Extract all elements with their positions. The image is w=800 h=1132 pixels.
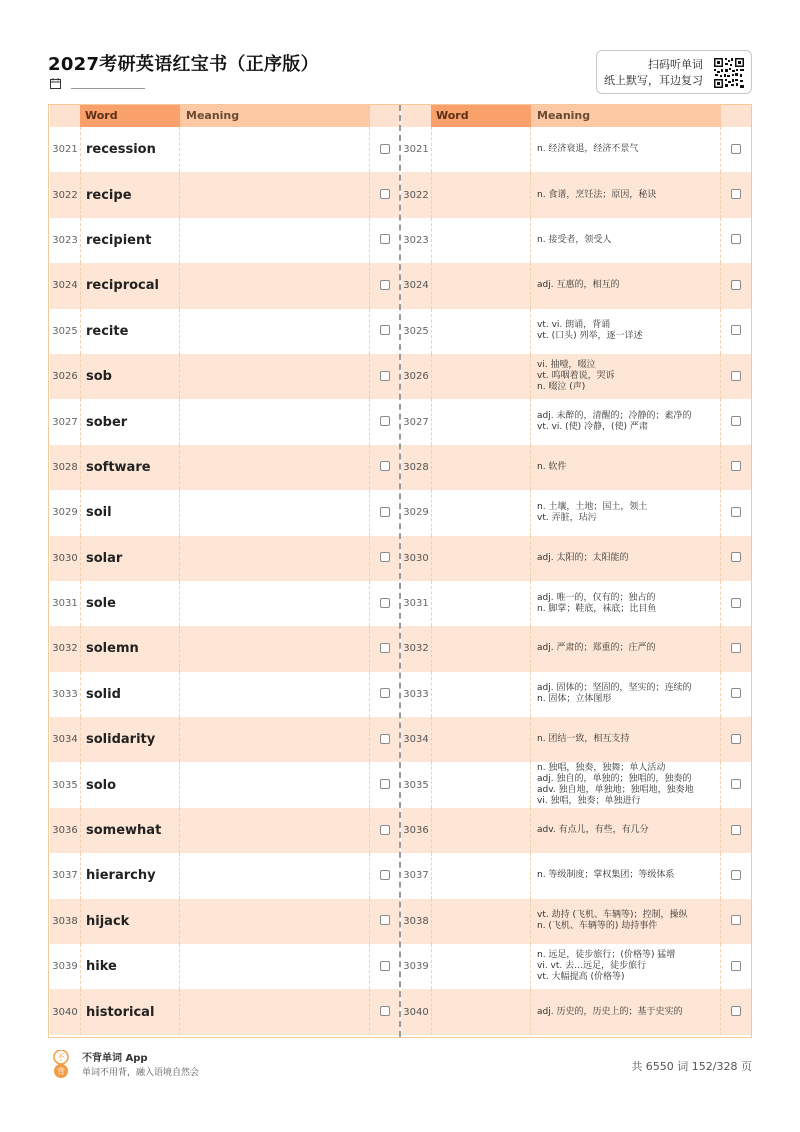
table-row xyxy=(50,309,400,354)
entry-number: 3025 xyxy=(52,325,78,337)
table-row xyxy=(50,899,400,944)
table-row xyxy=(401,626,751,671)
checkbox-icon[interactable] xyxy=(731,598,741,608)
meaning-line: vt. 大幅提高 (价格等) xyxy=(537,972,625,983)
page-header xyxy=(48,46,752,96)
meaning-blank-cell[interactable] xyxy=(180,899,370,944)
table-row xyxy=(401,309,751,354)
checkbox-icon[interactable] xyxy=(380,643,390,653)
meaning-blank-cell[interactable] xyxy=(180,490,370,535)
word-cell: recite xyxy=(80,309,180,354)
meaning-blank-cell[interactable] xyxy=(180,717,370,762)
meaning-line: adj. 历史的，历史上的；基于史实的 xyxy=(537,1006,683,1017)
meaning-blank-cell[interactable] xyxy=(180,445,370,490)
checkbox-icon[interactable] xyxy=(380,870,390,880)
checkbox-icon[interactable] xyxy=(731,371,741,381)
meaning-blank-cell[interactable] xyxy=(180,399,370,444)
meaning-blank-cell[interactable] xyxy=(180,536,370,581)
meaning-cell xyxy=(531,399,721,444)
entry-number: 3034 xyxy=(403,734,429,746)
meaning-cell xyxy=(531,944,721,989)
meaning-cell xyxy=(531,853,721,898)
entry-number: 3032 xyxy=(403,643,429,655)
entry-number: 3027 xyxy=(52,416,78,428)
meaning-blank-cell[interactable] xyxy=(180,263,370,308)
checkbox-icon[interactable] xyxy=(380,371,390,381)
word-blank-cell[interactable] xyxy=(431,672,531,717)
table-row xyxy=(50,717,400,762)
entry-number: 3040 xyxy=(403,1006,429,1018)
word-cell: hierarchy xyxy=(80,853,180,898)
meaning-line: n. 独唱，独奏，独舞；单人活动 xyxy=(537,763,666,774)
checkbox-icon[interactable] xyxy=(380,325,390,335)
table-row xyxy=(50,581,400,626)
table-row xyxy=(50,944,400,989)
vocabulary-table-frame xyxy=(48,104,752,1038)
entry-number: 3025 xyxy=(403,325,429,337)
checkbox-icon[interactable] xyxy=(380,779,390,789)
app-logo-icon xyxy=(51,1050,71,1078)
checkbox-icon[interactable] xyxy=(731,779,741,789)
table-row xyxy=(401,899,751,944)
table-row xyxy=(401,490,751,535)
meaning-line: adj. 未醉的，清醒的；冷静的；素净的 xyxy=(537,411,692,422)
word-cell: somewhat xyxy=(80,808,180,853)
checkbox-icon[interactable] xyxy=(731,870,741,880)
word-cell: hike xyxy=(80,944,180,989)
promo-box xyxy=(596,50,752,94)
word-blank-cell[interactable] xyxy=(431,172,531,217)
meaning-blank-cell[interactable] xyxy=(180,853,370,898)
table-row xyxy=(50,263,400,308)
word-blank-cell[interactable] xyxy=(431,899,531,944)
checkbox-icon[interactable] xyxy=(380,144,390,154)
meaning-line: adj. 严肃的；郑重的；庄严的 xyxy=(537,643,656,654)
checkbox-icon[interactable] xyxy=(380,507,390,517)
meaning-cell xyxy=(531,762,721,807)
meaning-line: n. 远足，徒步旅行；(价格等) 猛增 xyxy=(537,950,676,961)
checkbox-icon[interactable] xyxy=(731,234,741,244)
meaning-blank-cell[interactable] xyxy=(180,127,370,172)
word-column-header: Word xyxy=(80,105,180,127)
table-row xyxy=(50,626,400,671)
entry-number: 3036 xyxy=(403,825,429,837)
meaning-blank-cell[interactable] xyxy=(180,581,370,626)
entry-number: 3033 xyxy=(403,688,429,700)
word-blank-cell[interactable] xyxy=(431,808,531,853)
checkbox-icon[interactable] xyxy=(731,144,741,154)
table-row xyxy=(50,127,400,172)
checkbox-icon[interactable] xyxy=(731,825,741,835)
word-cell: recession xyxy=(80,127,180,172)
word-cell: solemn xyxy=(80,626,180,671)
meaning-line: vt. 弄脏，玷污 xyxy=(537,512,597,523)
promo-text xyxy=(604,57,703,89)
entry-number: 3028 xyxy=(403,461,429,473)
promo-line-1: 扫码听单词 xyxy=(648,58,703,71)
meaning-line: n. (飞机、车辆等的) 劫持事件 xyxy=(537,921,658,932)
entry-number: 3029 xyxy=(403,507,429,519)
word-blank-cell[interactable] xyxy=(431,445,531,490)
entry-number: 3021 xyxy=(52,144,78,156)
word-blank-cell[interactable] xyxy=(431,490,531,535)
entry-number: 3037 xyxy=(403,870,429,882)
entry-number: 3030 xyxy=(52,552,78,564)
word-cell: reciprocal xyxy=(80,263,180,308)
entry-number: 3031 xyxy=(52,598,78,610)
page-title: 2027考研英语红宝书（正序版） xyxy=(48,54,319,75)
meaning-line: vi. 抽噎，啜泣 xyxy=(537,360,596,371)
meaning-cell xyxy=(531,218,721,263)
meaning-cell xyxy=(531,672,721,717)
meaning-line: n. 经济衰退，经济不景气 xyxy=(537,144,639,155)
meaning-cell xyxy=(531,808,721,853)
table-row xyxy=(401,944,751,989)
word-blank-cell[interactable] xyxy=(431,399,531,444)
meaning-line: n. 团结一致，相互支持 xyxy=(537,734,630,745)
meaning-line: adj. 固体的；坚固的，坚实的；连续的 xyxy=(537,683,692,694)
meaning-line: n. 等级制度；掌权集团；等级体系 xyxy=(537,870,675,881)
meaning-blank-cell[interactable] xyxy=(180,218,370,263)
entry-number: 3024 xyxy=(403,280,429,292)
meaning-line: adj. 唯一的，仅有的；独占的 xyxy=(537,592,656,603)
word-blank-cell[interactable] xyxy=(431,989,531,1034)
word-cell: solid xyxy=(80,672,180,717)
entry-number: 3039 xyxy=(52,961,78,973)
word-blank-cell[interactable] xyxy=(431,309,531,354)
table-row xyxy=(401,808,751,853)
entry-number: 3028 xyxy=(52,461,78,473)
entry-number: 3027 xyxy=(403,416,429,428)
meaning-cell xyxy=(531,263,721,308)
table-row xyxy=(401,989,751,1034)
word-cell: sober xyxy=(80,399,180,444)
meaning-line: n. 接受者，领受人 xyxy=(537,234,612,245)
logo-glyph-bottom: 背 xyxy=(57,1067,65,1076)
checkbox-icon[interactable] xyxy=(380,825,390,835)
entry-number: 3023 xyxy=(403,234,429,246)
meaning-line: n. 固体；立体图形 xyxy=(537,694,612,705)
table-row xyxy=(50,536,400,581)
check-column-header xyxy=(721,105,751,127)
checkbox-icon[interactable] xyxy=(380,961,390,971)
checkbox-icon[interactable] xyxy=(380,280,390,290)
checkbox-icon[interactable] xyxy=(380,734,390,744)
checkbox-icon[interactable] xyxy=(380,416,390,426)
checkbox-icon[interactable] xyxy=(731,280,741,290)
table-row xyxy=(401,762,751,807)
meaning-line: adv. 有点儿，有些，有几分 xyxy=(537,825,649,836)
entry-number: 3022 xyxy=(403,189,429,201)
meaning-cell xyxy=(531,490,721,535)
word-blank-cell[interactable] xyxy=(431,717,531,762)
check-column-header xyxy=(370,105,400,127)
right-rows xyxy=(401,127,751,1035)
meaning-line: n. 脚掌；鞋底，袜底；比目鱼 xyxy=(537,603,657,614)
qr-code-icon xyxy=(713,57,745,89)
entry-number: 3032 xyxy=(52,643,78,655)
entry-number: 3035 xyxy=(52,779,78,791)
promo-line-2: 纸上默写，耳边复习 xyxy=(604,74,703,87)
entry-number: 3024 xyxy=(52,280,78,292)
checkbox-icon[interactable] xyxy=(731,915,741,925)
meaning-blank-cell[interactable] xyxy=(180,354,370,399)
table-row xyxy=(50,762,400,807)
word-cell: recipe xyxy=(80,172,180,217)
table-row xyxy=(50,808,400,853)
meaning-line: vt. vi. (使) 冷静，(使) 严肃 xyxy=(537,422,648,433)
checkbox-icon[interactable] xyxy=(731,961,741,971)
meaning-cell xyxy=(531,717,721,762)
checkbox-icon[interactable] xyxy=(731,552,741,562)
word-blank-cell[interactable] xyxy=(431,263,531,308)
meaning-blank-cell[interactable] xyxy=(180,944,370,989)
meaning-cell xyxy=(531,309,721,354)
meaning-blank-cell[interactable] xyxy=(180,626,370,671)
meaning-cell xyxy=(531,581,721,626)
entry-number: 3029 xyxy=(52,507,78,519)
right-column-table xyxy=(401,105,751,1037)
checkbox-icon[interactable] xyxy=(731,1006,741,1016)
meaning-cell xyxy=(531,172,721,217)
meaning-line: n. 土壤，土地；国土，领土 xyxy=(537,501,648,512)
meaning-blank-cell[interactable] xyxy=(180,989,370,1034)
word-cell: soil xyxy=(80,490,180,535)
meaning-cell xyxy=(531,899,721,944)
checkbox-icon[interactable] xyxy=(731,461,741,471)
checkbox-icon[interactable] xyxy=(380,234,390,244)
meaning-line: n. 软件 xyxy=(537,461,567,472)
checkbox-icon[interactable] xyxy=(380,189,390,199)
word-cell: sob xyxy=(80,354,180,399)
meaning-blank-cell[interactable] xyxy=(180,172,370,217)
meaning-line: n. 食谱，烹饪法；原因，秘诀 xyxy=(537,189,657,200)
entry-number: 3040 xyxy=(52,1006,78,1018)
checkbox-icon[interactable] xyxy=(731,734,741,744)
left-rows xyxy=(50,127,400,1035)
meaning-line: vt. (口头) 列举，逐一详述 xyxy=(537,331,643,342)
word-blank-cell[interactable] xyxy=(431,536,531,581)
meaning-cell xyxy=(531,445,721,490)
entry-number: 3035 xyxy=(403,779,429,791)
table-row xyxy=(401,536,751,581)
word-column-header: Word xyxy=(431,105,531,127)
word-cell: hijack xyxy=(80,899,180,944)
entry-number: 3023 xyxy=(52,234,78,246)
entry-number: 3034 xyxy=(52,734,78,746)
meaning-blank-cell[interactable] xyxy=(180,672,370,717)
word-cell: sole xyxy=(80,581,180,626)
table-row xyxy=(50,853,400,898)
table-row xyxy=(50,399,400,444)
meaning-line: vi. 独唱，独奏；单独进行 xyxy=(537,796,641,807)
left-column-table xyxy=(50,105,400,1037)
checkbox-icon[interactable] xyxy=(380,552,390,562)
entry-number: 3038 xyxy=(403,915,429,927)
app-name: 不背单词 App xyxy=(82,1053,148,1064)
entry-number: 3031 xyxy=(403,598,429,610)
meaning-column-header: Meaning xyxy=(180,105,370,127)
meaning-line: vi. vt. 去…远足，徒步旅行 xyxy=(537,961,647,972)
entry-number: 3021 xyxy=(403,144,429,156)
table-row xyxy=(401,853,751,898)
word-cell: solidarity xyxy=(80,717,180,762)
meaning-column-header: Meaning xyxy=(531,105,721,127)
meaning-cell xyxy=(531,536,721,581)
table-row xyxy=(401,218,751,263)
meaning-cell xyxy=(531,127,721,172)
entry-number: 3026 xyxy=(403,371,429,383)
checkbox-icon[interactable] xyxy=(380,598,390,608)
meaning-blank-cell[interactable] xyxy=(180,762,370,807)
date-blank-line xyxy=(71,79,145,89)
word-blank-cell[interactable] xyxy=(431,853,531,898)
entry-number: 3026 xyxy=(52,371,78,383)
app-slogan: 单词不用背，融入语境自然会 xyxy=(82,1068,200,1078)
checkbox-icon[interactable] xyxy=(731,507,741,517)
calendar-icon xyxy=(50,78,61,89)
entry-number: 3030 xyxy=(403,552,429,564)
word-cell: recipient xyxy=(80,218,180,263)
meaning-blank-cell[interactable] xyxy=(180,309,370,354)
word-blank-cell[interactable] xyxy=(431,218,531,263)
entry-number: 3038 xyxy=(52,915,78,927)
checkbox-icon[interactable] xyxy=(380,461,390,471)
checkbox-icon[interactable] xyxy=(380,915,390,925)
table-row xyxy=(50,354,400,399)
table-row xyxy=(401,172,751,217)
meaning-line: adv. 独自地，单独地；独唱地，独奏地 xyxy=(537,785,694,796)
table-row xyxy=(50,172,400,217)
word-blank-cell[interactable] xyxy=(431,626,531,671)
checkbox-icon[interactable] xyxy=(380,688,390,698)
meaning-line: n. 啜泣 (声) xyxy=(537,382,586,393)
table-row xyxy=(401,127,751,172)
page-info: 共 6550 词 152/328 页 xyxy=(631,1060,752,1073)
checkbox-icon[interactable] xyxy=(731,325,741,335)
entry-number: 3033 xyxy=(52,688,78,700)
word-cell: historical xyxy=(80,989,180,1034)
meaning-line: vt. 劫持 (飞机、车辆等)；控制，操纵 xyxy=(537,910,688,921)
entry-number: 3039 xyxy=(403,961,429,973)
table-row xyxy=(401,581,751,626)
table-row xyxy=(401,354,751,399)
meaning-line: adj. 独自的，单独的；独唱的，独奏的 xyxy=(537,774,692,785)
checkbox-icon[interactable] xyxy=(731,688,741,698)
meaning-line: vt. vi. 朗诵，背诵 xyxy=(537,320,611,331)
checkbox-icon[interactable] xyxy=(731,416,741,426)
meaning-cell xyxy=(531,989,721,1034)
checkbox-icon[interactable] xyxy=(380,1006,390,1016)
table-row xyxy=(401,717,751,762)
table-row xyxy=(401,263,751,308)
word-blank-cell[interactable] xyxy=(431,354,531,399)
right-table-header xyxy=(401,105,751,127)
word-blank-cell[interactable] xyxy=(431,127,531,172)
table-row xyxy=(401,445,751,490)
word-blank-cell[interactable] xyxy=(431,944,531,989)
checkbox-icon[interactable] xyxy=(731,643,741,653)
word-blank-cell[interactable] xyxy=(431,581,531,626)
logo-glyph-top: 不 xyxy=(57,1053,65,1062)
table-row xyxy=(401,399,751,444)
word-cell: software xyxy=(80,445,180,490)
meaning-blank-cell[interactable] xyxy=(180,808,370,853)
word-cell: solo xyxy=(80,762,180,807)
meaning-line: adj. 互惠的，相互的 xyxy=(537,280,620,291)
meaning-cell xyxy=(531,626,721,671)
table-row xyxy=(50,672,400,717)
page-footer xyxy=(48,1048,752,1080)
meaning-line: adj. 太阳的；太阳能的 xyxy=(537,552,629,563)
checkbox-icon[interactable] xyxy=(731,189,741,199)
entry-number: 3022 xyxy=(52,189,78,201)
table-row xyxy=(50,218,400,263)
word-cell: solar xyxy=(80,536,180,581)
meaning-cell xyxy=(531,354,721,399)
table-row xyxy=(50,445,400,490)
entry-number: 3036 xyxy=(52,825,78,837)
word-blank-cell[interactable] xyxy=(431,762,531,807)
table-row xyxy=(50,989,400,1034)
date-field xyxy=(50,78,145,89)
entry-number: 3037 xyxy=(52,870,78,882)
table-row xyxy=(50,490,400,535)
left-table-header xyxy=(50,105,400,127)
table-row xyxy=(401,672,751,717)
meaning-line: vt. 呜咽着说，哭诉 xyxy=(537,371,615,382)
